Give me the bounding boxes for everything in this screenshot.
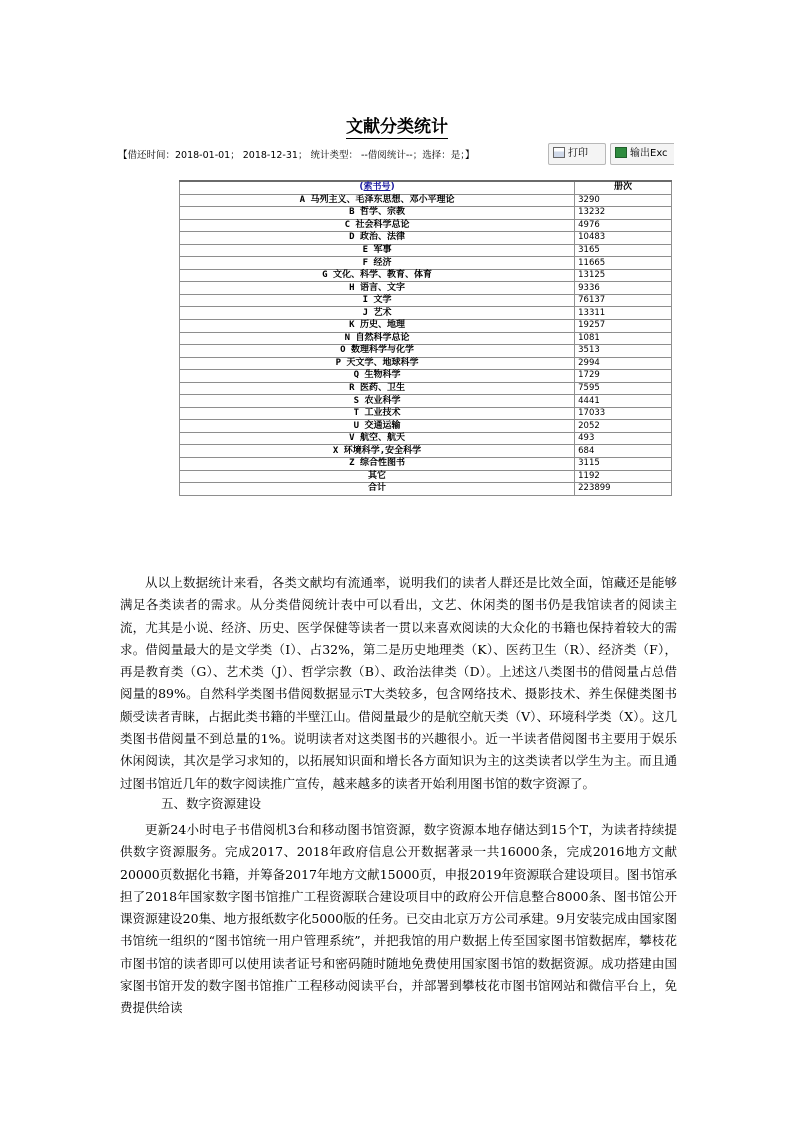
query-conditions: 【借还时间：2018-01-01； 2018-12-31； 统计类型： --借阅统计--；选择：是；】 bbox=[118, 150, 475, 161]
count-cell: 493 bbox=[575, 432, 672, 445]
table-row bbox=[180, 320, 672, 333]
condition-bar bbox=[118, 143, 674, 165]
count-cell: 10483 bbox=[575, 232, 672, 245]
category-cell: N 自然科学总论 bbox=[180, 332, 575, 345]
table-row bbox=[180, 483, 672, 496]
category-cell: Z 综合性图书 bbox=[180, 458, 575, 471]
count-cell: 1081 bbox=[575, 332, 672, 345]
table-header-row bbox=[180, 181, 672, 194]
section-heading: 五、数字资源建设 bbox=[161, 796, 262, 811]
count-cell: 4441 bbox=[575, 395, 672, 408]
digital-resources-paragraph: 更新24小时电子书借阅机3台和移动图书馆资源，数字资源本地存储达到15个T，为读者持续提供数字资源服务。完成2017、2018年政府信息公开数据著录一共16000条，完成2016地方文献20000页数据化书籍，并筹备2017年地方文献15000页，申报2019年资源联合建设项目。图书馆承担了2018年国家数字图书馆推广工程资源联合建设项目中的政府公开信息整合8000条、图书馆公开课资源建设20集、地方报纸数字化5000版的任务。已交由北京万方公司承建。9月安装完成由国家图书馆统一组织的“图书馆统一用户管理系统”，并把我馆的用户数据上传至国家图书馆数据库，攀枝花市图书馆的读者即可以使用读者证号和密码随时随地免费使用国家图书馆的数据资源。成功搭建由国家图书馆开发的数字图书馆推广工程移动阅读平台，并部署到攀枝花市图书馆网站和微信平台上，免费提供给读 bbox=[120, 822, 677, 1016]
category-column-header bbox=[180, 181, 575, 194]
table-row bbox=[180, 370, 672, 383]
category-cell: V 航空、航天 bbox=[180, 432, 575, 445]
category-cell: U 交通运输 bbox=[180, 420, 575, 433]
count-cell: 223899 bbox=[575, 483, 672, 496]
export-excel-button[interactable] bbox=[610, 143, 674, 165]
table-row bbox=[180, 445, 672, 458]
count-cell: 3115 bbox=[575, 458, 672, 471]
table-row bbox=[180, 382, 672, 395]
count-cell: 3290 bbox=[575, 194, 672, 207]
table-row bbox=[180, 282, 672, 295]
category-cell: X 环境科学,安全科学 bbox=[180, 445, 575, 458]
category-cell: S 农业科学 bbox=[180, 395, 575, 408]
table-row bbox=[180, 357, 672, 370]
category-cell: 其它 bbox=[180, 470, 575, 483]
count-cell: 1192 bbox=[575, 470, 672, 483]
printer-icon bbox=[553, 147, 565, 158]
category-cell: C 社会科学总论 bbox=[180, 219, 575, 232]
category-cell: R 医药、卫生 bbox=[180, 382, 575, 395]
category-cell: I 文学 bbox=[180, 294, 575, 307]
category-cell: B 哲学、宗教 bbox=[180, 207, 575, 220]
count-cell: 19257 bbox=[575, 320, 672, 333]
count-cell: 684 bbox=[575, 445, 672, 458]
call-number-sort-link[interactable]: 索书号 bbox=[363, 182, 391, 193]
table-row bbox=[180, 407, 672, 420]
count-cell: 1729 bbox=[575, 370, 672, 383]
category-cell: O 数理科学与化学 bbox=[180, 345, 575, 358]
category-cell: 合计 bbox=[180, 483, 575, 496]
report-title bbox=[0, 112, 794, 137]
analysis-paragraph: 从以上数据统计来看，各类文献均有流通率，说明我们的读者人群还是比效全面，馆藏还是能够满足各类读者的需求。从分类借阅统计表中可以看出，文艺、休闲类的图书仍是我馆读者的阅读主流，尤其是小说、经济、历史、医学保健等读者一贯以来喜欢阅读的大众化的书籍也保持着较大的需求。借阅量最大的是文学类（I）、占32%，第二是历史地理类（K）、医药卫生（R）、经济类（F），再是教育类（G）、艺术类（J）、哲学宗教（B）、政治法律类（D）。上述这八类图书的借阅量占总借阅量的89%。自然科学类图书借阅数据显示T大类较多，包含网络技术、摄影技术、养生保健类图书颇受读者青睐，占据此类书籍的半壁江山。借阅量最少的是航空航天类（V）、环境科学类（X）。这几类图书借阅量不到总量的1%。说明读者对这类图书的兴趣很小。近一半读者借阅图书主要用于娱乐休闲阅读，其次是学习求知的，以拓展知识面和增长各方面知识为主的这类读者以学生为主。而且通过图书馆近几年的数字阅读推广宣传，越来越多的读者开始利用图书馆的数字资源了。 bbox=[120, 575, 677, 791]
count-cell: 7595 bbox=[575, 382, 672, 395]
category-cell: T 工业技术 bbox=[180, 407, 575, 420]
report-title-text: 文献分类统计 bbox=[346, 117, 448, 137]
category-cell: D 政治、法律 bbox=[180, 232, 575, 245]
table-row bbox=[180, 269, 672, 282]
table-row bbox=[180, 257, 672, 270]
table-row bbox=[180, 194, 672, 207]
category-cell: K 历史、地理 bbox=[180, 320, 575, 333]
table-row bbox=[180, 432, 672, 445]
table-row bbox=[180, 232, 672, 245]
count-cell: 76137 bbox=[575, 294, 672, 307]
count-cell: 4976 bbox=[575, 219, 672, 232]
count-cell: 11665 bbox=[575, 257, 672, 270]
table-row bbox=[180, 219, 672, 232]
category-cell: J 艺术 bbox=[180, 307, 575, 320]
count-cell: 13311 bbox=[575, 307, 672, 320]
category-cell: A 马列主义、毛泽东思想、邓小平理论 bbox=[180, 194, 575, 207]
table-row bbox=[180, 332, 672, 345]
category-stats-table bbox=[179, 180, 672, 496]
table-row bbox=[180, 395, 672, 408]
table-row bbox=[180, 244, 672, 257]
excel-icon bbox=[615, 147, 627, 158]
count-column-header: 册次 bbox=[575, 181, 672, 194]
table-row bbox=[180, 345, 672, 358]
category-cell: G 文化、科学、教育、体育 bbox=[180, 269, 575, 282]
count-cell: 13232 bbox=[575, 207, 672, 220]
print-button[interactable] bbox=[548, 143, 606, 165]
count-cell: 13125 bbox=[575, 269, 672, 282]
count-cell: 17033 bbox=[575, 407, 672, 420]
table-row bbox=[180, 294, 672, 307]
count-cell: 2052 bbox=[575, 420, 672, 433]
table-row bbox=[180, 420, 672, 433]
count-cell: 3165 bbox=[575, 244, 672, 257]
table-body bbox=[180, 194, 672, 495]
header-paren-open: ( bbox=[359, 182, 364, 193]
table-row bbox=[180, 207, 672, 220]
category-cell: E 军事 bbox=[180, 244, 575, 257]
table-row bbox=[180, 307, 672, 320]
header-paren-close: ) bbox=[390, 182, 395, 193]
export-button-label: 输出Exc bbox=[630, 148, 668, 159]
count-cell: 9336 bbox=[575, 282, 672, 295]
table-row bbox=[180, 458, 672, 471]
category-cell: F 经济 bbox=[180, 257, 575, 270]
table-row bbox=[180, 470, 672, 483]
count-cell: 2994 bbox=[575, 357, 672, 370]
category-cell: H 语言、文字 bbox=[180, 282, 575, 295]
category-cell: Q 生物科学 bbox=[180, 370, 575, 383]
count-cell: 3513 bbox=[575, 345, 672, 358]
print-button-label: 打印 bbox=[568, 148, 588, 159]
category-cell: P 天文学、地球科学 bbox=[180, 357, 575, 370]
